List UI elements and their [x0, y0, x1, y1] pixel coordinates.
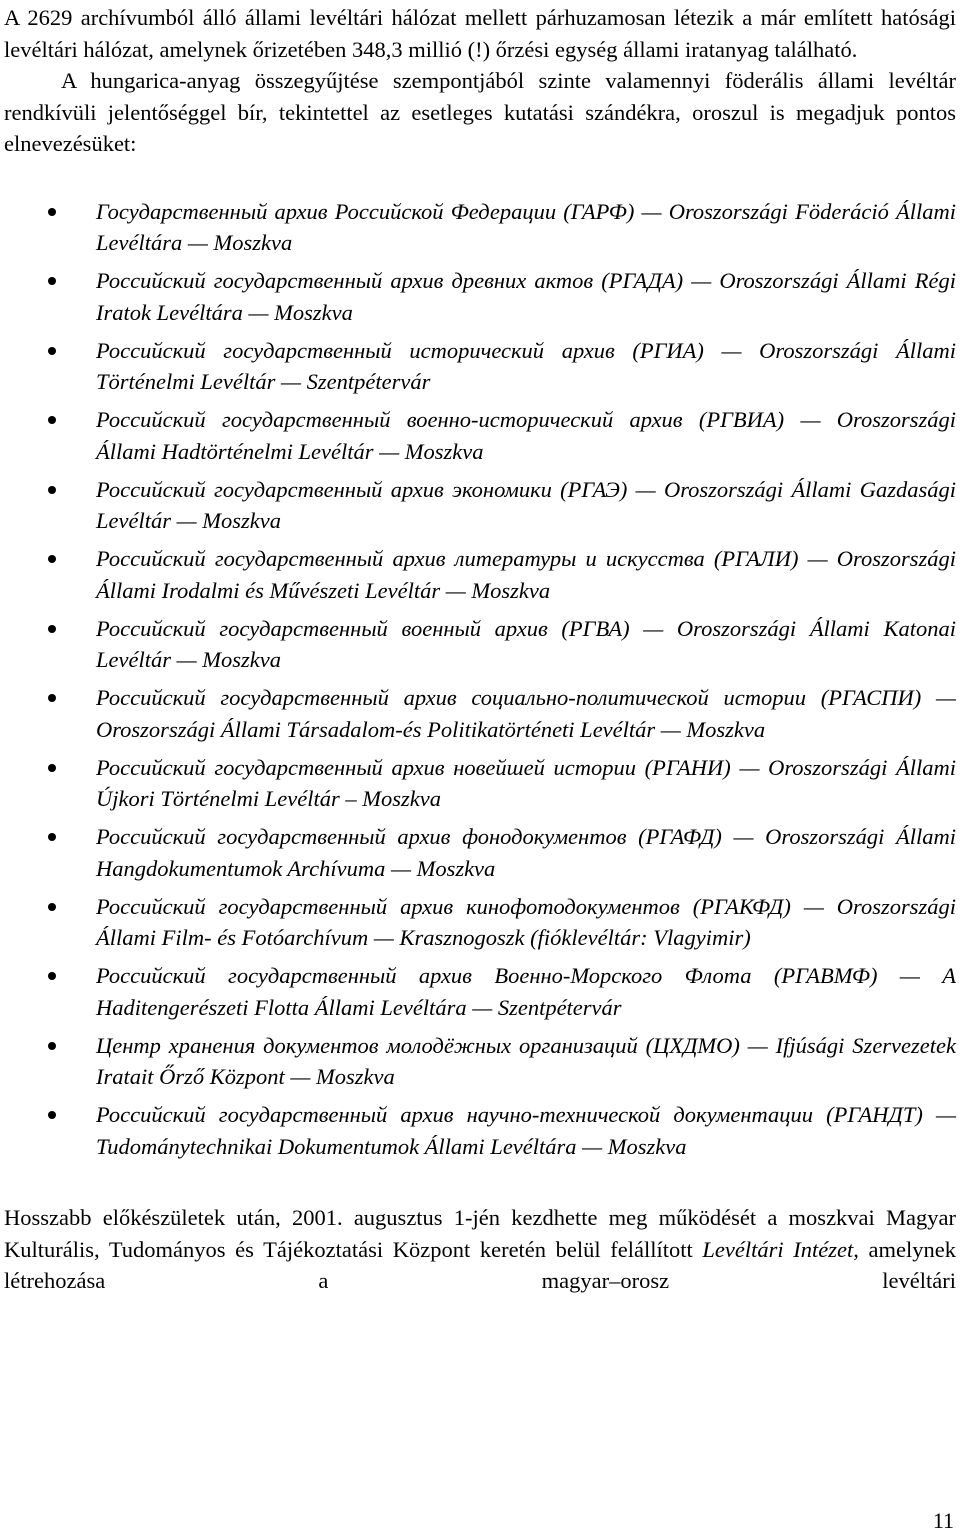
archive-list-item [4, 196, 956, 259]
archive-list-item [4, 543, 956, 606]
bullet-icon [48, 277, 56, 285]
bullet-icon [48, 625, 56, 633]
archive-list-item [4, 1099, 956, 1162]
bullet-icon [48, 833, 56, 841]
closing-text-end: , amelynek létrehozása a magyar–orosz levéltári [4, 1236, 956, 1293]
archive-list-item [4, 404, 956, 467]
archive-name: Российский государственный архив литературы и искусства (РГАЛИ) — Oroszországi Állami Irodalmi és Művészeti Levéltár — Moszkva [96, 546, 956, 603]
bullet-icon [48, 1042, 56, 1050]
archive-list-item [4, 335, 956, 398]
bullet-icon [48, 903, 56, 911]
archive-name: Российский государственный военно-исторический архив (РГВИА) — Oroszországi Állami Hadtörténelmi Levéltár — Moszkva [96, 407, 956, 464]
bullet-icon [48, 208, 56, 216]
archive-name: Российский государственный архив кинофотодокументов (РГАКФД) — Oroszországi Állami Film- és Fotóarchívum — Krasznogoszk (fióklevéltár: Vlagyimir) [96, 893, 956, 950]
archive-name: Российский государственный архив новейшей истории (РГАНИ) — Oroszországi Állami Újkori Történelmi Levéltár – Moszkva [96, 754, 956, 811]
bullet-icon [48, 416, 56, 424]
archive-name: Государственный архив Российской Федерации (ГАРФ) — Oroszországi Föderáció Állami Levéltára — Moszkva [96, 198, 956, 255]
bullet-icon [48, 972, 56, 980]
bullet-icon [48, 764, 56, 772]
intro-paragraph: A 2629 archívumból álló állami levéltári hálózat mellett párhuzamosan létezik a már említett hatósági levéltári hálózat, amelynek őrizetében 348,3 millió (!) őrzési egység állami iratanyag található. [4, 5, 956, 62]
archive-name: Российский государственный архив научно-технической документации (РГАНДТ) — Tudománytechnikai Dokumentumok Állami Levéltára — Moszkva [96, 1102, 956, 1159]
bullet-icon [48, 1111, 56, 1119]
archive-name: Российский государственный архив древних актов (РГАДА) — Oroszországi Állami Régi Iratok Levéltára — Moszkva [96, 268, 956, 325]
archive-name: Российский государственный архив экономики (РГАЭ) — Oroszországi Állami Gazdasági Levéltár — Moszkva [96, 476, 956, 533]
archive-list-item [4, 752, 956, 815]
archive-list-item [4, 821, 956, 884]
institute-name: Levéltári Intézet [702, 1236, 854, 1262]
closing-paragraph [4, 1202, 956, 1297]
archive-name: Российский государственный архив социально-политической истории (РГАСПИ) — Oroszországi Állami Társadalom-és Politikatörténeti Levéltár — Moszkva [96, 685, 956, 742]
archive-list [4, 196, 956, 1163]
archive-name: Российский государственный военный архив (РГВА) — Oroszországi Állami Katonai Levéltár — Moszkva [96, 615, 956, 672]
archive-name: Российский государственный архив фонодокументов (РГАФД) — Oroszországi Állami Hangdokumentumok Archívuma — Moszkva [96, 824, 956, 881]
document-page [4, 0, 956, 1319]
bullet-icon [48, 347, 56, 355]
archive-name: Российский государственный исторический архив (РГИА) — Oroszországi Állami Történelmi Levéltár — Szentpétervár [96, 337, 956, 394]
archive-list-item [4, 474, 956, 537]
archive-list-item [4, 960, 956, 1023]
bullet-icon [48, 555, 56, 563]
archive-list-item [4, 891, 956, 954]
archive-list-item [4, 613, 956, 676]
archive-list-item [4, 265, 956, 328]
archive-name: Центр хранения документов молодёжных организаций (ЦХДМО) — Ifjúsági Szervezetek Iratait Őrző Központ — Moszkva [96, 1032, 956, 1089]
archive-name: Российский государственный архив Военно-Морского Флота (РГАВМФ) — A Haditengerészeti Flotta Állami Levéltára — Szentpétervár [96, 963, 956, 1020]
hungarica-paragraph: A hungarica-anyag összegyűjtése szempontjából szinte valamennyi föderális állami levéltár rendkívüli jelentőséggel bír, tekintettel az esetleges kutatási szándékra, oroszul is megadjuk pontos elnevezésüket: [4, 68, 956, 156]
archive-list-item [4, 682, 956, 745]
closing-text-start: Hosszabb előkészületek után, 2001. augusztus 1-jén kezdhette meg működését a moszkvai Magyar Kulturális, Tudományos és Tájékoztatási Központ keretén belül felállított [4, 1205, 956, 1262]
archive-list-item [4, 1030, 956, 1093]
bullet-icon [48, 694, 56, 702]
page-number: 11 [932, 1508, 954, 1533]
bullet-icon [48, 486, 56, 494]
